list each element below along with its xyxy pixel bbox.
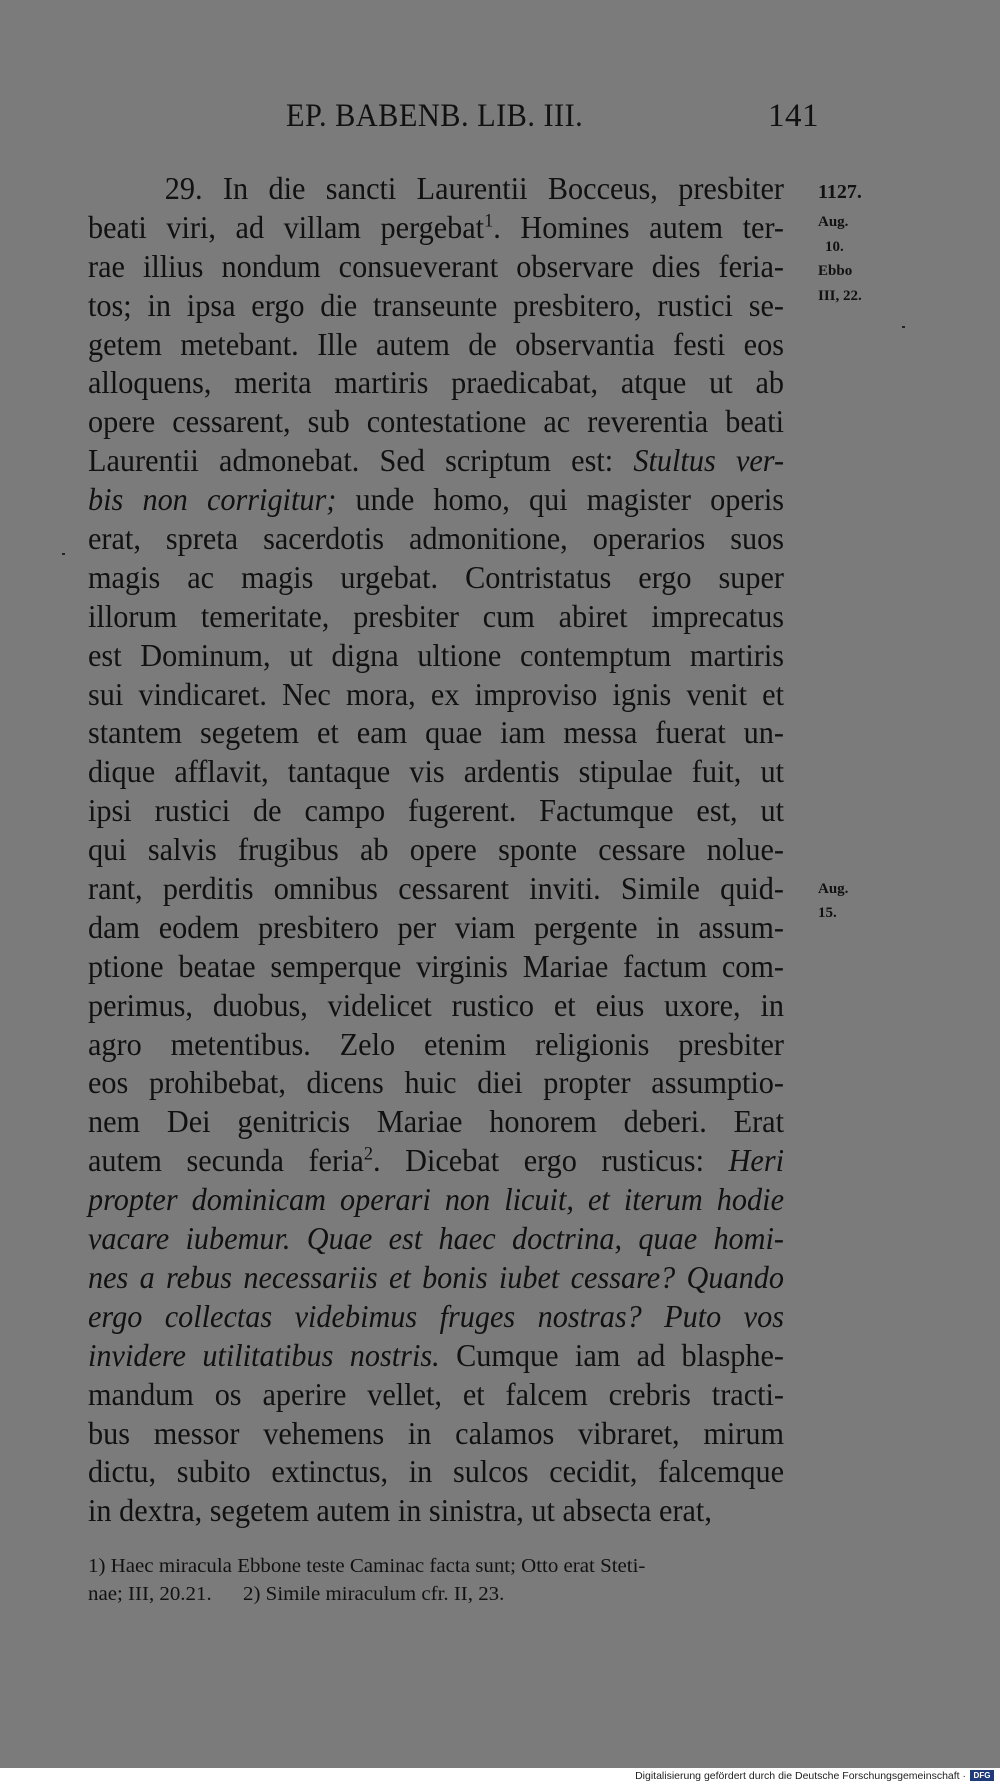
scan-speck [902,326,905,328]
text-line: illorum temeritate, presbiter cum abiret imprecatus [88,598,784,634]
text-line: stantem segetem et eam quae iam messa fuerat un- [88,715,784,751]
margin-date-day: 10. [825,239,844,255]
text-line: ptione beatae semperque virginis Mariae factum com- [88,948,784,984]
text-line: dique afflavit, tantaque vis ardentis stipulae fuit, ut [88,754,784,790]
text-line: bus messor vehemens in calamos vibraret, mirum [88,1415,784,1451]
text-line: est Dominum, ut digna ultione contemptum martiris [88,637,784,673]
footnote-line: 1) Haec miracula Ebbone teste Caminac facta sunt; Otto erat Steti- [88,1555,646,1577]
text-line: nem Dei genitricis Mariae honorem deberi. Erat [88,1104,784,1140]
dfg-logo: DFG [970,1770,994,1781]
running-head-title: EP. BABENB. LIB. III. [286,98,584,134]
text-line: nes a rebus necessariis et bonis iubet cessare? Quando [88,1259,784,1295]
footnotes [88,1552,828,1608]
margin-date: Aug. [818,881,849,897]
text-line: sui vindicaret. Nec mora, ex improviso ignis venit et [88,676,784,712]
margin-source-ref: III, 22. [818,288,862,304]
footnote-ref: 1 [484,210,494,232]
text-line: eos prohibebat, dicens huic diei propter assumptio- [88,1065,784,1101]
text-line: in dextra, segetem autem in sinistra, ut absecta erat, [88,1493,712,1529]
text-line: ergo collectas videbimus fruges nostras? Puto vos [88,1298,784,1334]
text-line: 29. In die sancti Laurentii Bocceus, presbiter [164,171,785,206]
text-line: opere cessarent, sub contestatione ac reverentia beati [88,404,784,440]
main-text [88,170,784,1531]
footnote-ref: 2 [363,1143,373,1165]
text-line: ipsi rustici de campo fugerent. Factumque est, ut [88,793,784,829]
text-line: autem secunda feria$^2$. Dicebat ergo rusticus: Heri [88,1143,784,1179]
text-line: erat, spreta sacerdotis admonitione, operarios suos [88,521,784,557]
margin-source: Ebbo [818,263,853,279]
margin-date-day: 15. [818,905,837,921]
text-line: Laurentii admonebat. Sed scriptum est: Stultus ver- [88,443,785,479]
page-number: 141 [768,98,819,134]
text-line: perimus, duobus, videlicet rustico et eius uxore, in [88,987,784,1023]
text-line: dam eodem presbitero per viam pergente in assum- [88,909,784,945]
footer-credit: Digitalisierung gefördert durch die Deutsche Forschungsgemeinschaft · [635,1770,966,1782]
text-line: qui salvis frugibus ab opere sponte cessare noluе- [88,832,784,868]
paragraph-number: 29. [164,171,203,206]
text-line: invidere utilitatibus nostris. Cumque iam ad blasphe- [88,1337,785,1373]
text-line: alloquens, merita martiris praedicabat, atque ut ab [88,365,784,401]
margin-date: Aug. [818,214,849,230]
footer-bar [0,1768,1000,1784]
margin-year: 1127. [818,181,862,203]
text-line: beati viri, ad villam pergebat$^1$. Homines autem ter- [88,209,785,245]
text-line: bis non corrigitur; unde homo, qui magister operis [88,482,784,518]
text-line: getem metebant. Ille autem de observantia festi eos [88,326,784,362]
text-line: rant, perditis omnibus cessarent inviti. Simile quid- [88,871,784,907]
running-head [0,98,1000,142]
text-line: mandum os aperire vellet, et falcem crebris tracti- [88,1376,784,1412]
text-line: propter dominicam operari non licuit, et iterum hodie [88,1182,784,1218]
text-line: rae illius nondum consueverant observare dies feria- [88,248,784,284]
text-line: dictu, subito extinctus, in sulcos cecidit, falcemque [88,1454,784,1490]
text-line: vacare iubemur. Quae est haec doctrina, quae homi- [88,1221,784,1257]
text-line: magis ac magis urgebat. Contristatus ergo super [88,559,784,595]
text-line: tos; in ipsa ergo die transeunte presbitero, rustici se- [88,287,784,323]
scan-speck [62,553,65,555]
footnote-line: nae; III, 20.21. 2) Simile miraculum cfr. II, 23. [88,1583,505,1605]
text-line: agro metentibus. Zelo etenim religionis presbiter [88,1026,784,1062]
